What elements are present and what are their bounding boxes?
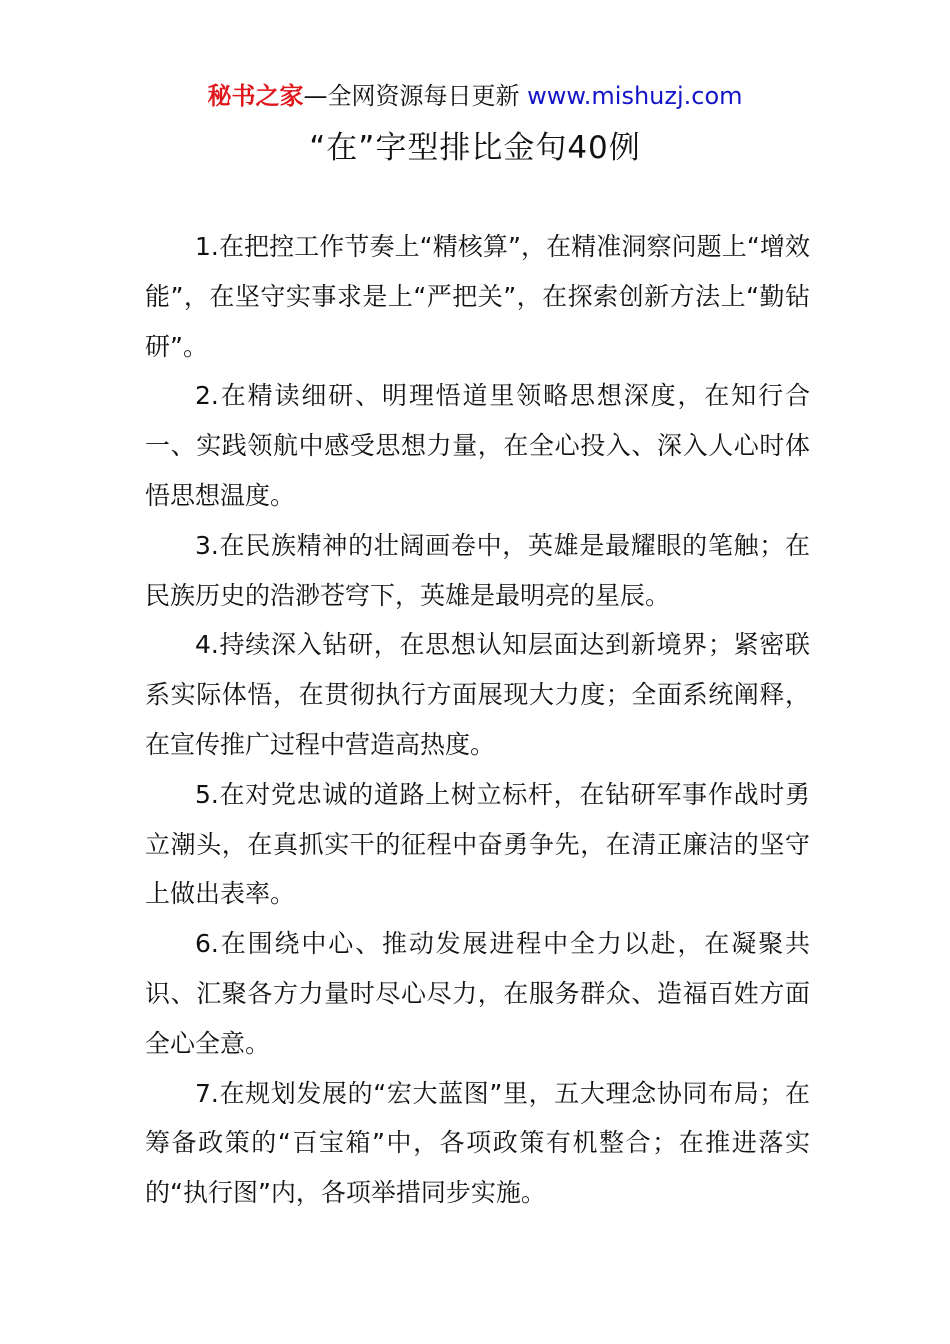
paragraph-2: 2.在精读细研、明理悟道里领略思想深度，在知行合一、实践领航中感受思想力量，在全心投入、深入人心时体悟思想温度。 — [145, 381, 810, 510]
header-tagline: —全网资源每日更新 — [303, 82, 520, 110]
paragraph-5: 5.在对党忠诚的道路上树立标杆，在钻研军事作战时勇立潮头，在真抓实干的征程中奋勇争先，在清正廉洁的坚守上做出表率。 — [145, 779, 810, 909]
paragraph-1: 1.在把控工作节奏上“精核算”，在精准洞察问题上“增效能”，在坚守实事求是上“严把关”，在探索创新方法上“勤钻研”。 — [145, 232, 810, 361]
document-title: “在”字型排比金句40例 — [309, 130, 641, 166]
site-url-link[interactable]: www.mishuzj.com — [527, 82, 743, 110]
site-header — [0, 80, 950, 112]
paragraph-4: 4.持续深入钻研，在思想认知层面达到新境界；紧密联系实际体悟，在贯彻执行方面展现大力度；全面系统阐释，在宣传推广过程中营造高热度。 — [145, 630, 810, 759]
paragraph-7: 7.在规划发展的“宏大蓝图”里，五大理念协同布局；在筹备政策的“百宝箱”中，各项政策有机整合；在推进落实的“执行图”内，各项举措同步实施。 — [145, 1078, 810, 1208]
document-body — [145, 222, 810, 1218]
paragraph-3: 3.在民族精神的壮阔画卷中，英雄是最耀眼的笔触；在民族历史的浩渺苍穹下，英雄是最明亮的星辰。 — [145, 530, 810, 610]
brand-name: 秘书之家 — [207, 82, 304, 110]
paragraph-6: 6.在围绕中心、推动发展进程中全力以赴，在凝聚共识、汇聚各方力量时尽心尽力，在服务群众、造福百姓方面全心全意。 — [145, 929, 810, 1058]
